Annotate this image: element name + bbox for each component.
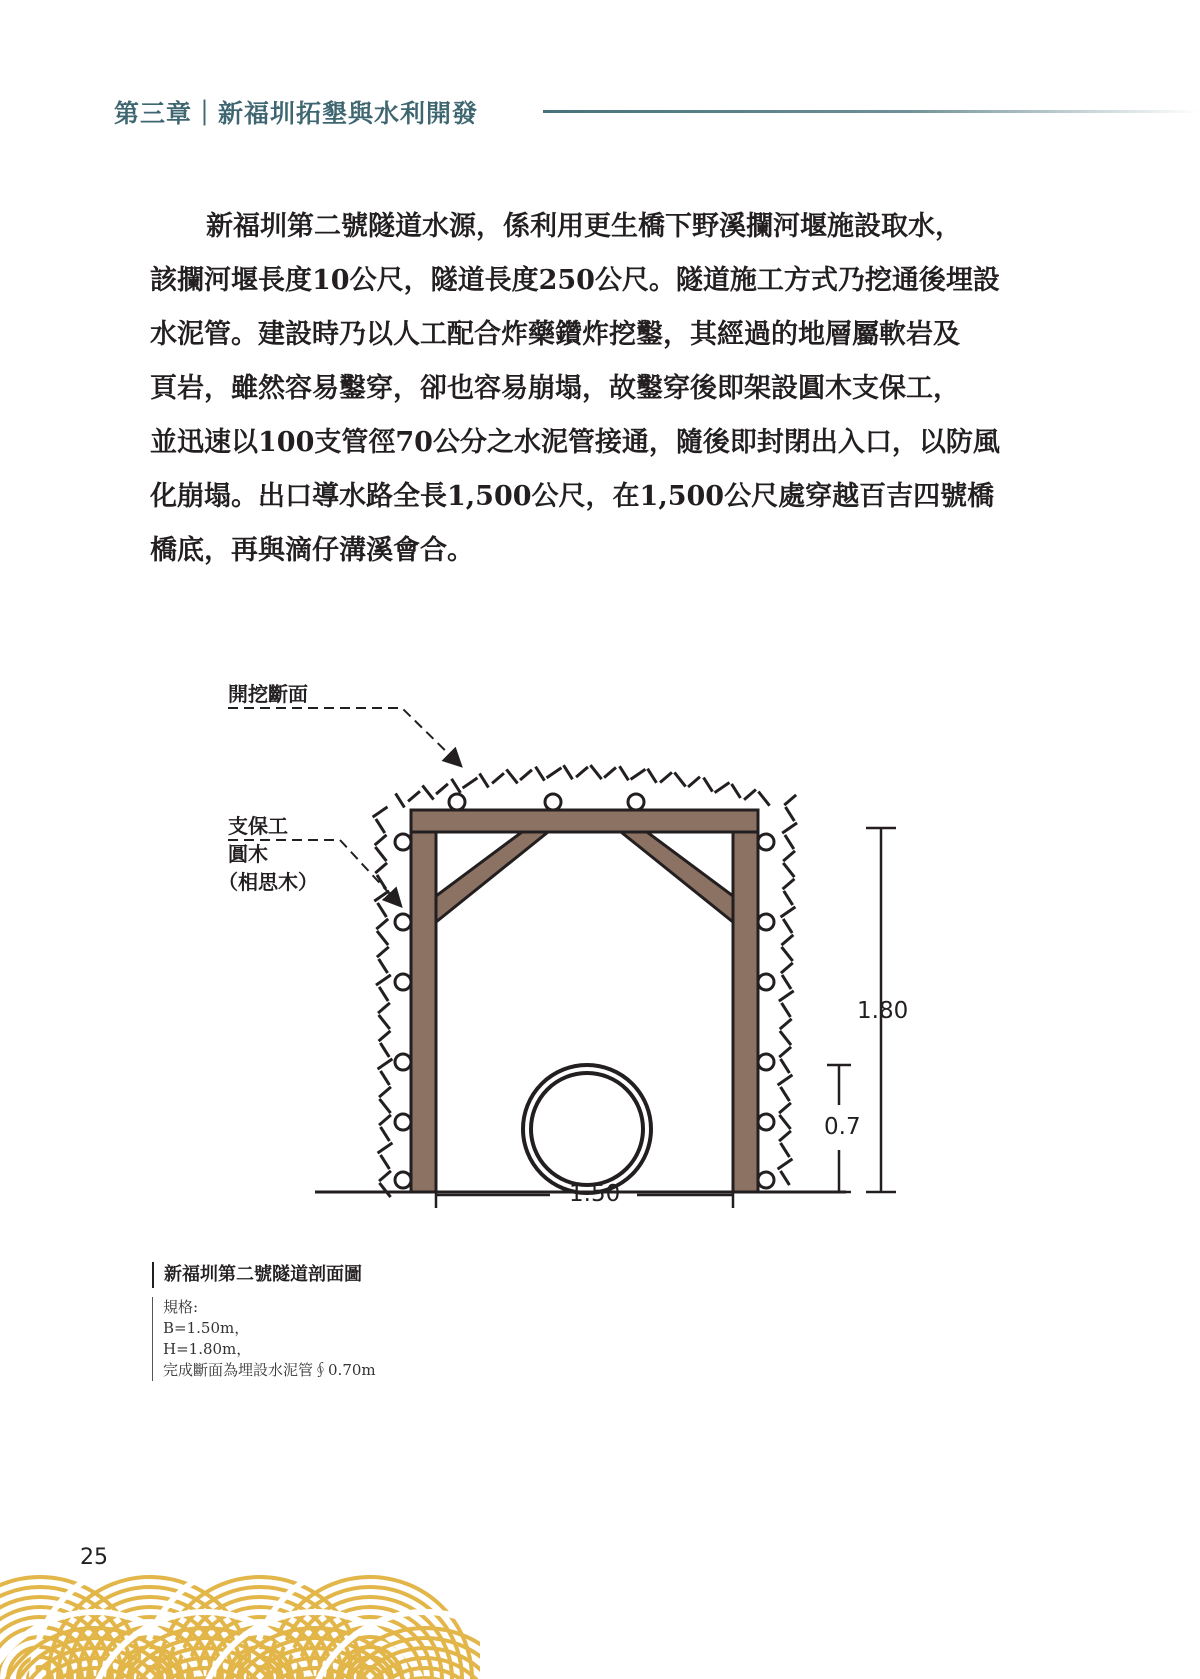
page-number: 25 (80, 1545, 108, 1570)
rock-hatch-stroke (378, 1003, 390, 1013)
rock-hatch-stroke (375, 835, 387, 845)
rock-hatch-stroke (377, 931, 388, 945)
rock-hatch-stroke (379, 1171, 391, 1181)
log-marker (758, 1054, 774, 1070)
support-label-line3: （相思木） (218, 870, 318, 894)
spec-line: B=1.50m， (163, 1319, 250, 1337)
rock-hatch-stroke (781, 1171, 790, 1185)
body-line: 水泥管。建設時乃以人工配合炸藥鑽炸挖鑿，其經過的地層屬軟岩及 (150, 319, 960, 350)
rock-hatch-stroke (373, 807, 388, 817)
rock-hatch-stroke (782, 823, 797, 833)
rock-hatch-stroke (520, 770, 532, 780)
rock-hatch-stroke (781, 1087, 790, 1101)
rock-hatch-stroke (620, 766, 629, 780)
timber-frame (411, 810, 758, 1192)
rock-hatch-stroke (422, 785, 433, 799)
rock-hatch-stroke (379, 1115, 391, 1125)
rock-hatch-stroke (778, 1159, 793, 1169)
rock-hatch-stroke (660, 772, 672, 782)
rock-hatch-stroke (785, 807, 794, 821)
chapter-header: 第三章｜新福圳拓墾與水利開發 (114, 99, 479, 128)
log-marker (758, 914, 774, 930)
rock-hatch-stroke (480, 773, 489, 787)
rock-hatch-stroke (381, 1155, 390, 1169)
rock-hatch-stroke (379, 1099, 390, 1113)
rock-hatch-stroke (779, 991, 794, 1001)
log-marker (395, 1054, 411, 1070)
log-marker (758, 974, 774, 990)
support-label-line1: 支保工 (228, 814, 288, 838)
rock-hatch-stroke (378, 903, 387, 917)
log-marker (395, 1114, 411, 1130)
height-dimension-label: 1.80 (857, 998, 909, 1024)
rock-hatch-stroke (463, 778, 478, 788)
rock-hatch-stroke (452, 779, 461, 793)
body-line: 新福圳第二號隧道水源，係利用更生橋下野溪攔河堰施設取水， (206, 211, 962, 242)
rock-hatch-stroke (782, 947, 793, 961)
rock-hatch-stroke (381, 1127, 390, 1141)
log-marker (395, 834, 411, 850)
rock-hatch-stroke (631, 769, 646, 779)
spec-line: 規格: (163, 1298, 199, 1316)
rock-hatch-stroke (648, 769, 657, 783)
rock-hatch-stroke (674, 772, 685, 786)
support-label-line2: 圓木 (228, 842, 268, 866)
rock-hatch-stroke (779, 1047, 791, 1057)
rock-hatch-stroke (781, 1059, 790, 1073)
rock-hatch-stroke (378, 1059, 393, 1069)
rock-hatch-stroke (506, 769, 517, 783)
excavation-section-label: 開挖斷面 (228, 682, 308, 706)
left-post (411, 810, 436, 1192)
rock-hatch-stroke (576, 767, 588, 777)
log-marker (758, 1172, 774, 1188)
rock-hatch-stroke (715, 783, 730, 793)
rock-hatch-stroke (379, 987, 388, 1001)
log-marker (758, 1114, 774, 1130)
rock-hatch-stroke (785, 835, 794, 849)
log-marker (758, 834, 774, 850)
wave-pattern-decoration (0, 1560, 480, 1679)
log-marker (395, 914, 411, 930)
spec-line: 完成斷面為埋設水泥管∮0.70m (163, 1361, 376, 1379)
tunnel-section-diagram (0, 660, 1200, 1220)
rock-hatch-stroke (536, 767, 545, 781)
rock-hatch-stroke (376, 975, 391, 985)
rock-hatch-stroke (547, 768, 562, 778)
body-line: 化崩塌。出口導水路全長1,500公尺，在1,500公尺處穿越百吉四號橋 (150, 481, 995, 512)
rock-hatch-stroke (779, 1115, 790, 1129)
spec-line: H=1.80m， (163, 1340, 252, 1358)
figure-spec (152, 1297, 376, 1381)
excavation-leader (228, 708, 460, 765)
rock-hatch-stroke (376, 819, 385, 833)
header-rule (543, 110, 1200, 113)
rock-hatch-stroke (377, 947, 389, 957)
rock-hatch-stroke (783, 919, 792, 933)
rock-hatch-stroke (779, 1131, 791, 1141)
rock-hatch-stroke (784, 891, 793, 905)
rock-hatch-stroke (379, 1087, 391, 1097)
rock-hatch-stroke (780, 1019, 792, 1029)
rock-hatch-stroke (379, 959, 388, 973)
rock-hatch-stroke (744, 790, 756, 800)
log-marker (449, 794, 465, 810)
rock-hatch-stroke (604, 767, 616, 777)
rock-hatch-stroke (408, 791, 420, 801)
rock-hatch-stroke (779, 1103, 791, 1113)
rock-hatch-stroke (375, 847, 386, 861)
rock-hatch-stroke (758, 792, 769, 806)
rock-hatch-stroke (381, 1071, 390, 1085)
rock-hatch-stroke (784, 795, 796, 805)
rock-hatch-stroke (783, 863, 794, 877)
rock-hatch-stroke (781, 907, 796, 917)
rock-hatch-stroke (781, 1143, 790, 1157)
body-line: 並迅速以100支管徑70公分之水泥管接通，隨後即封閉出入口，以防風 (150, 427, 1000, 458)
rock-hatch-stroke (778, 1075, 793, 1085)
body-paragraph (150, 200, 1050, 578)
top-beam (411, 810, 758, 832)
rock-hatch-stroke (781, 963, 793, 973)
rock-hatch-stroke (780, 1031, 791, 1045)
rock-hatch-stroke (782, 1003, 791, 1017)
log-marker (395, 974, 411, 990)
body-line: 橋底，再與滴仔溝溪會合。 (150, 535, 474, 566)
rock-hatch-stroke (375, 863, 387, 873)
width-dimension-label: 1.50 (569, 1181, 621, 1207)
rock-hatch-stroke (379, 1183, 390, 1197)
rock-hatch-stroke (783, 879, 795, 889)
rock-hatch-stroke (732, 784, 741, 798)
log-marker (545, 794, 561, 810)
rock-hatch-stroke (590, 765, 601, 779)
log-marker (628, 794, 644, 810)
rock-hatch-stroke (564, 765, 573, 779)
right-post (733, 810, 758, 1192)
body-line: 該攔河堰長度10公尺，隧道長度250公尺。隧道施工方式乃挖通後埋設 (150, 265, 1000, 296)
rock-hatch-stroke (436, 784, 448, 794)
rock-hatch-stroke (378, 1143, 393, 1153)
rock-hatch-stroke (396, 793, 405, 807)
figure-caption: 新福圳第二號隧道剖面圖 (152, 1262, 362, 1288)
rock-hatch-stroke (781, 935, 793, 945)
rock-hatch-stroke (492, 773, 504, 783)
pipe-dimension-label: 0.7 (824, 1114, 861, 1140)
rock-hatch-stroke (380, 1043, 389, 1057)
rock-hatch-stroke (374, 891, 389, 901)
rock-hatch-stroke (782, 975, 791, 989)
rock-hatch-stroke (688, 777, 700, 787)
rock-hatch-stroke (379, 1015, 390, 1029)
rock-hatch-stroke (376, 919, 388, 929)
rock-hatch-stroke (783, 851, 795, 861)
rock-hatch-stroke (704, 778, 713, 792)
log-marker (395, 1172, 411, 1188)
body-line: 頁岩，雖然容易鑿穿，卻也容易崩塌，故鑿穿後即架設圓木支保工， (150, 373, 960, 404)
rock-hatch-stroke (379, 1031, 391, 1041)
tunnel-section-drawing (0, 660, 1200, 1220)
